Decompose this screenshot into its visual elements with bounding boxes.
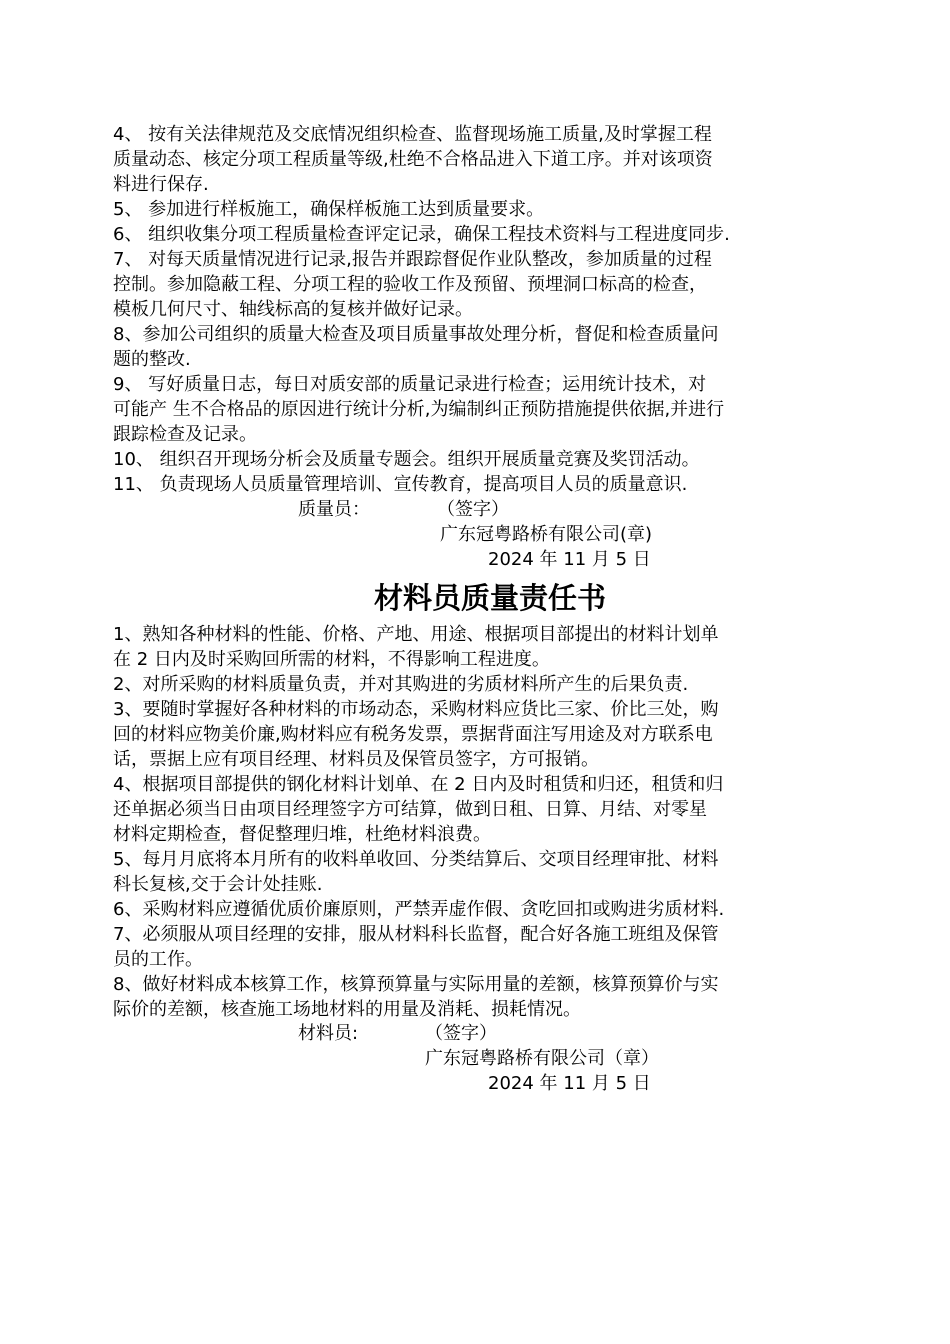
paragraph-line: 质量动态、核定分项工程质量等级,杜绝不合格品进入下道工序。并对该项资 <box>113 149 713 170</box>
paragraph-line: 9、 写好质量日志，每日对质安部的质量记录进行检查；运用统计技术，对 <box>113 374 707 395</box>
paragraph-line: 题的整改. <box>113 349 191 370</box>
paragraph-line: 控制。参加隐蔽工程、分项工程的验收工作及预留、预埋洞口标高的检查， <box>113 274 707 295</box>
paragraph-line: 6、采购材料应遵循优质价廉原则，严禁弄虚作假、贪吃回扣或购进劣质材料. <box>113 899 725 920</box>
paragraph-line: 际价的差额，核查施工场地材料的用量及消耗、损耗情况。 <box>113 999 581 1020</box>
paragraph-line: 6、 组织收集分项工程质量检查评定记录，确保工程技术资料与工程进度同步. <box>113 224 730 245</box>
signature-note: （签字） <box>437 499 509 520</box>
paragraph-line: 7、必须服从项目经理的安排，服从材料科长监督，配合好各施工班组及保管 <box>113 924 719 945</box>
paragraph-line: 料进行保存. <box>113 174 209 195</box>
paragraph-line: 10、 组织召开现场分析会及质量专题会。组织开展质量竞赛及奖罚活动。 <box>113 449 700 470</box>
paragraph-line: 在 2 日内及时采购回所需的材料，不得影响工程进度。 <box>113 649 550 670</box>
page-title: 材料员质量责任书 <box>373 581 606 615</box>
paragraph-line: 跟踪检查及记录。 <box>113 424 257 445</box>
company-seal: 广东冠粤路桥有限公司（章） <box>425 1048 659 1069</box>
paragraph-line: 材料定期检查，督促整理归堆，杜绝材料浪费。 <box>113 824 491 845</box>
paragraph-line: 还单据必须当日由项目经理签字方可结算，做到日租、日算、月结、对零星 <box>113 799 707 820</box>
paragraph-line: 8、参加公司组织的质量大检查及项目质量事故处理分析，督促和检查质量问 <box>113 324 719 345</box>
paragraph-line: 科长复核,交于会计处挂账. <box>113 874 323 895</box>
company-seal: 广东冠粤路桥有限公司(章) <box>440 524 653 545</box>
date: 2024 年 11 月 5 日 <box>488 1073 651 1094</box>
signer-label: 材料员: <box>298 1023 359 1044</box>
date: 2024 年 11 月 5 日 <box>488 549 651 570</box>
paragraph-line: 3、要随时掌握好各种材料的市场动态，采购材料应货比三家、价比三处，购 <box>113 699 719 720</box>
paragraph-line: 话，票据上应有项目经理、材料员及保管员签字，方可报销。 <box>113 749 599 770</box>
paragraph-line: 模板几何尺寸、轴线标高的复核并做好记录。 <box>113 299 473 320</box>
signer-label: 质量员： <box>298 499 370 520</box>
paragraph-line: 11、 负责现场人员质量管理培训、宣传教育，提高项目人员的质量意识. <box>113 474 688 495</box>
paragraph-line: 可能产 生不合格品的原因进行统计分析,为编制纠正预防措施提供依据,并进行 <box>113 399 725 420</box>
paragraph-line: 2、对所采购的材料质量负责，并对其购进的劣质材料所产生的后果负责. <box>113 674 689 695</box>
paragraph-line: 4、 按有关法律规范及交底情况组织检查、监督现场施工质量,及时掌握工程 <box>113 124 712 145</box>
paragraph-line: 7、 对每天质量情况进行记录,报告并跟踪督促作业队整改，参加质量的过程 <box>113 249 712 270</box>
paragraph-line: 5、 参加进行样板施工，确保样板施工达到质量要求。 <box>113 199 545 220</box>
paragraph-line: 1、熟知各种材料的性能、价格、产地、用途、根据项目部提出的材料计划单 <box>113 624 719 645</box>
paragraph-line: 员的工作。 <box>113 949 203 970</box>
paragraph-line: 5、每月月底将本月所有的收料单收回、分类结算后、交项目经理审批、材料 <box>113 849 719 870</box>
paragraph-line: 回的材料应物美价廉,购材料应有税务发票，票据背面注写用途及对方联系电 <box>113 724 713 745</box>
paragraph-line: 8、做好材料成本核算工作，核算预算量与实际用量的差额，核算预算价与实 <box>113 974 719 995</box>
paragraph-line: 4、根据项目部提供的钢化材料计划单、在 2 日内及时租赁和归还，租赁和归 <box>113 774 724 795</box>
signature-note: （签字） <box>425 1023 497 1044</box>
